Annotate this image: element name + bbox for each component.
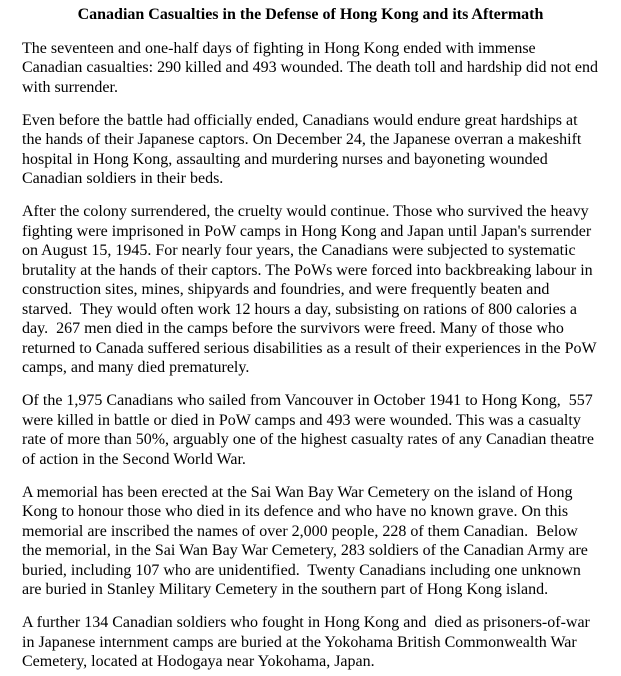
document-body <box>22 39 603 672</box>
paragraph: Of the 1,975 Canadians who sailed from Vancouver in October 1941 to Hong Kong, 557 were killed in battle or died in PoW camps and 493 were wounded. This was a casualty rate of more than 50%, arguably one of the highest casualty rates of any Canadian theatre of action in the Second World War. <box>22 392 598 468</box>
paragraph: A memorial has been erected at the Sai Wan Bay War Cemetery on the island of Hong Kong to honour those who died in its defence and who have no known grave. On this memorial are inscribed the names of over 2,000 people, 228 of them Canadian. Below the memorial, in the Sai Wan Bay War Cemetery, 283 soldiers of the Canadian Army are buried, including 107 who are unidentified. Twenty Canadians including one unknown are buried in Stanley Military Cemetery in the southern part of Hong Kong island. <box>22 483 592 598</box>
document-title: Canadian Casualties in the Defense of Hong Kong and its Aftermath <box>77 6 544 23</box>
paragraph: Even before the battle had officially ended, Canadians would endure great hardships at the hands of their Japanese captors. On December 24, the Japanese overran a makeshift hospital in Hong Kong, assaulting and murdering nurses and bayoneting wounded Canadian soldiers in their beds. <box>22 111 586 187</box>
paragraph: After the colony surrendered, the cruelty would continue. Those who survived the heavy fighting were imprisoned in PoW camps in Hong Kong and Japan until Japan's surrender on August 15, 1945. For nearly four years, the Canadians were subjected to systematic brutality at the hands of their captors. The PoWs were forced into backbreaking labour in construction sites, mines, shipyards and foundries, and were frequently beaten and starved. They would often work 12 hours a day, subsisting on rations of 800 calories a day. 267 men died in the camps before the survivors were freed. Many of those who returned to Canada suffered serious disabilities as a result of their experiences in the PoW camps, and many died prematurely. <box>22 203 601 376</box>
paragraph: The seventeen and one-half days of fighting in Hong Kong ended with immense Canadian casualties: 290 killed and 493 wounded. The death toll and hardship did not end with surrender. <box>22 39 603 96</box>
paragraph: A further 134 Canadian soldiers who fought in Hong Kong and died as prisoners-of-war in Japanese internment camps are buried at the Yokohama British Commonwealth War Cemetery, located at Hodogaya near Yokohama, Japan. <box>22 614 594 670</box>
